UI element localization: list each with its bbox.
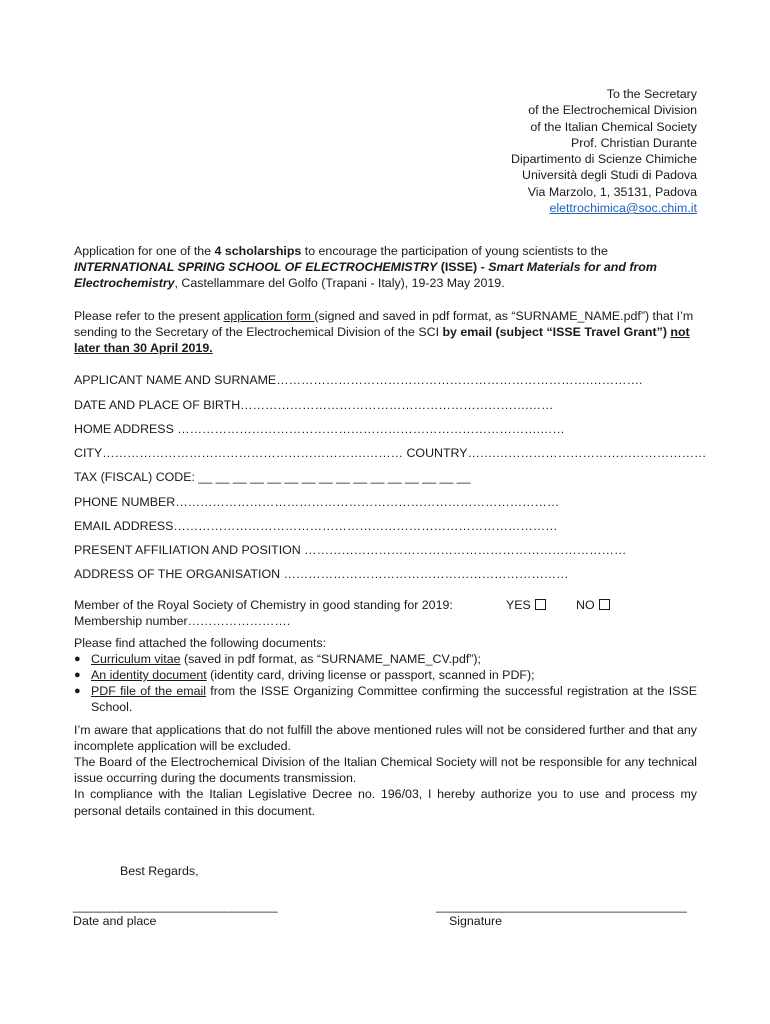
school-location-dates: , Castellammare del Golfo (Trapani - Italy), 19-23 May 2019. [174, 276, 505, 291]
school-theme: Smart Materials for and from Electrochemistry [74, 260, 657, 291]
bullet-icon: ● [74, 652, 81, 665]
application-form-link[interactable]: application form [223, 308, 315, 323]
email-address-field[interactable]: EMAIL ADDRESS………………………………………………………………………………… [74, 518, 558, 533]
curriculum-vitae-link[interactable]: Curriculum vitae [91, 651, 181, 666]
school-acronym: (ISSE) - [437, 260, 489, 275]
list-item [74, 651, 697, 667]
no-option[interactable] [576, 597, 610, 613]
recipient-line: of the Electrochemical Division [528, 103, 697, 118]
document-description: (saved in pdf format, as “SURNAME_NAME_CV.pdf”); [180, 651, 481, 666]
recipient-line: Prof. Christian Durante [570, 135, 697, 150]
affiliation-position-field[interactable]: PRESENT AFFILIATION AND POSITION …………………………………………………………………… [74, 543, 627, 558]
instructions-text: Please refer to the present [74, 308, 224, 323]
note-paragraph: In compliance with the Italian Legislative Decree no. 196/03, I hereby authorize you to use and process my personal details contained in this document. [74, 787, 697, 818]
scholarship-count: 4 scholarships [214, 244, 302, 258]
recipient-line: Via Marzolo, 1, 35131, Padova [527, 184, 697, 199]
membership-section [74, 597, 697, 629]
no-label: NO [576, 597, 595, 612]
organisation-address-field[interactable]: ADDRESS OF THE ORGANISATION …………………………………………………………… [74, 567, 569, 582]
instructions-text: (signed and saved in pdf format, as “SURNAME_NAME.pdf”) that I’m sending to the Secretary of the Electrochemical Division of the SCI [74, 308, 694, 339]
documents-intro: Please find attached the following documents: [74, 635, 327, 650]
signature-label: Signature [449, 914, 503, 928]
membership-question: Member of the Royal Society of Chemistry in good standing for 2019: [74, 597, 453, 612]
city-country-field[interactable]: CITY……………………………………………………….……… COUNTRY…….…………………………………………… [74, 446, 707, 461]
email-pdf-link[interactable]: PDF file of the email [91, 684, 206, 699]
email-subject: by email (subject “ISSE Travel Grant”) [442, 324, 671, 339]
yes-checkbox[interactable] [535, 599, 546, 610]
school-name: INTERNATIONAL SPRING SCHOOL OF ELECTROCHEMISTRY [74, 260, 438, 275]
bullet-icon: ● [74, 669, 81, 682]
form-body [74, 243, 707, 819]
document-description: from the ISSE Organizing Committee confirming the successful registration at the ISSE School. [91, 684, 697, 715]
deadline: not later than 30 April 2019. [74, 324, 690, 356]
recipient-address [511, 86, 697, 216]
intro-text: to encourage the participation of young scientists to the [301, 244, 608, 258]
date-place-label: Date and place [73, 914, 157, 928]
recipient-line: of the Italian Chemical Society [530, 119, 697, 134]
yes-option[interactable] [506, 597, 546, 613]
identity-document-link[interactable]: An identity document [91, 668, 207, 683]
recipient-line: Dipartimento di Scienze Chimiche [511, 152, 697, 167]
note-paragraph: I’m aware that applications that do not fulfill the above mentioned rules will not be considered further and that any incomplete application will be excluded. [74, 722, 697, 753]
documents-list [74, 651, 697, 716]
recipient-email-link[interactable]: elettrochimica@soc.chim.it [549, 201, 697, 216]
membership-number-field[interactable]: Membership number……………………. [74, 613, 291, 628]
note-paragraph: The Board of the Electrochemical Division of the Italian Chemical Society will not be responsible for any technical issue occurring during the documents transmission. [74, 755, 697, 786]
phone-number-field[interactable]: PHONE NUMBER………………………………………………………………………………… [74, 494, 560, 509]
list-item [74, 683, 697, 715]
document-description: (identity card, driving license or passport, scanned in PDF); [206, 668, 535, 683]
list-item [74, 667, 697, 683]
recipient-line: Università degli Studi di Padova [522, 168, 697, 183]
applicant-name-field[interactable]: APPLICANT NAME AND SURNAME………………………………………………………………….…………. [74, 373, 643, 388]
signature-line[interactable]: ______________________________________ [436, 899, 687, 913]
yes-label: YES [506, 597, 531, 612]
date-place-line[interactable]: _______________________________ [73, 899, 278, 913]
closing-greeting: Best Regards, [120, 864, 199, 878]
tax-code-field[interactable]: TAX (FISCAL) CODE: __ __ __ __ __ __ __ __ __ __ __ __ __ __ __ __ [74, 470, 471, 485]
bullet-icon: ● [74, 685, 81, 698]
applicant-fields [74, 372, 707, 582]
notes-section [74, 722, 697, 819]
intro-paragraph [74, 243, 697, 292]
no-checkbox[interactable] [599, 599, 610, 610]
home-address-field[interactable]: HOME ADDRESS …………………………………………………………………………….…… [74, 421, 565, 436]
intro-text: Application for one of the [74, 244, 215, 258]
birth-date-place-field[interactable]: DATE AND PLACE OF BIRTH…………………………………………………………….…… [74, 397, 554, 412]
recipient-line: To the Secretary [606, 87, 697, 101]
instructions-paragraph [74, 308, 697, 357]
